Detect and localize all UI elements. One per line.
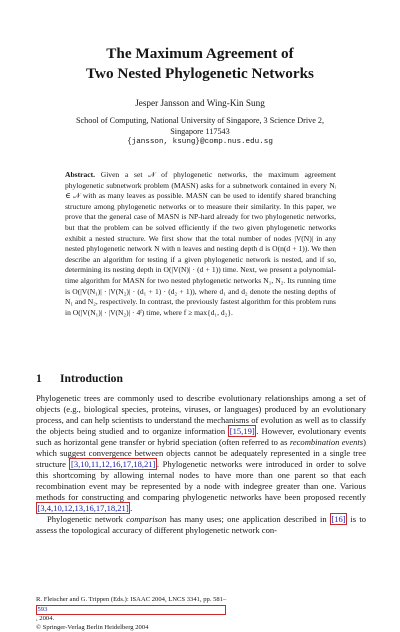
text-run: . [130, 502, 133, 513]
emphasis: comparison [126, 513, 167, 524]
affiliation [40, 116, 360, 148]
body-text [36, 393, 366, 536]
affiliation-line-1: School of Computing, National University of Singapore, 3 Science Drive 2, [75, 116, 325, 125]
text-run: has many uses; one application described in [166, 513, 330, 524]
paragraph-1 [36, 393, 366, 514]
section-number: 1 [36, 372, 42, 385]
abstract-label: Abstract. [65, 170, 95, 179]
section-title: Introduction [60, 372, 123, 385]
emphasis: recombination events [289, 436, 364, 447]
footnote-line-1 [36, 596, 226, 624]
text-run: , 2004. [36, 615, 55, 623]
section-heading [36, 372, 123, 386]
author-email: {jansson, ksung}@comp.nus.edu.sg [127, 138, 273, 146]
abstract [65, 170, 336, 318]
abstract-text: Given a set 𝒩 of phylogenetic networks, the maximum agreement phylogenetic subnetwork problem (MASN) asks for a subnetwork contained in every Nᵢ ∈ 𝒩 with as many leaves as possible. MASN can be used to identify shared branching structure among phylogenetic networks or to measure their similarity. In this paper, we prove that the general case of MASN is NP-hard already for two phylogenetic networks, but that the problem can be solved efficiently if the two given phylogenetic networks exhibit a nested structure. We first show that the total number of nodes |V(N)| in any nested phylogenetic network N with n leaves and nesting depth d is O(n(d + 1)). We then describe an algorithm for testing if a given phylogenetic network is nested, and if so, determining its nesting depth in O(|V(N)| · (d + 1)) time. Next, we present a polynomial-time algorithm for MASN for two nested phylogenetic networks N₁, N₂. Its running time is O(|V(N₁)| · |V(N₂)| · (d₁ + 1) · (d₂ + 1)), where d₁ and d₂ denote the nesting depths of N₁ and N₂, respectively. In contrast, the previously fastest algorithm for this problem runs in O(|V(N₁)| · |V(N₂)| · 4ᶠ) time, where f ≥ max{d₁, d₂}. [65, 170, 336, 317]
affiliation-line-2: Singapore 117543 [170, 126, 230, 136]
text-run: Phylogenetic trees are commonly used to describe evolutionary relationships among a set of objects (e.g., biological species, proteins, viruses, or languages) produced by an evolutionary process, and can help scientists to understand the mechanisms of evolution as well as to classify the objects being studied and to organize information [36, 393, 366, 436]
authors: Jesper Jansson and Wing-Kin Sung [135, 98, 265, 108]
text-run: R. Fleischer and G. Trippen (Eds.): ISAAC 2004, LNCS 3341, pp. 581– [36, 596, 227, 603]
paragraph-2 [36, 514, 366, 536]
copyright-footnote [36, 596, 226, 632]
text-run: Phylogenetic network [47, 513, 127, 524]
text-run: is to assess the topological accuracy of different phylogenetic network con- [36, 513, 367, 535]
abstract-paragraph [65, 170, 336, 318]
footnote-line-2: © Springer-Verlag Berlin Heidelberg 2004 [36, 623, 149, 631]
citation-link[interactable]: [16] [331, 513, 346, 524]
text-run: . However, evolutionary events such as horizontal gene transfer or hybrid speciation (often referred to as [36, 425, 367, 447]
title-line-2: Two Nested Phylogenetic Networks [86, 65, 314, 82]
paper-title [0, 44, 400, 84]
text-run: ) which suggest convergence between objects cannot be adequately represented in a single tree structure [36, 436, 366, 469]
title-line-1: The Maximum Agreement of [106, 45, 294, 62]
page-link[interactable]: 593 [36, 605, 226, 616]
citation-link[interactable]: [3,4,10,12,13,16,17,18,21] [37, 502, 129, 513]
text-run: . Phylogenetic networks were introduced in order to solve this shortcoming by allowing internal nodes to have more than one parent so that each recombination event may be represented by a node with indegree greater than one. Various methods for constructing and comparing phylogenetic networks have been proposed recently [36, 458, 366, 502]
citation-link[interactable]: [15,19] [229, 425, 255, 436]
citation-link[interactable]: [3,10,11,12,16,17,18,21] [70, 458, 156, 469]
